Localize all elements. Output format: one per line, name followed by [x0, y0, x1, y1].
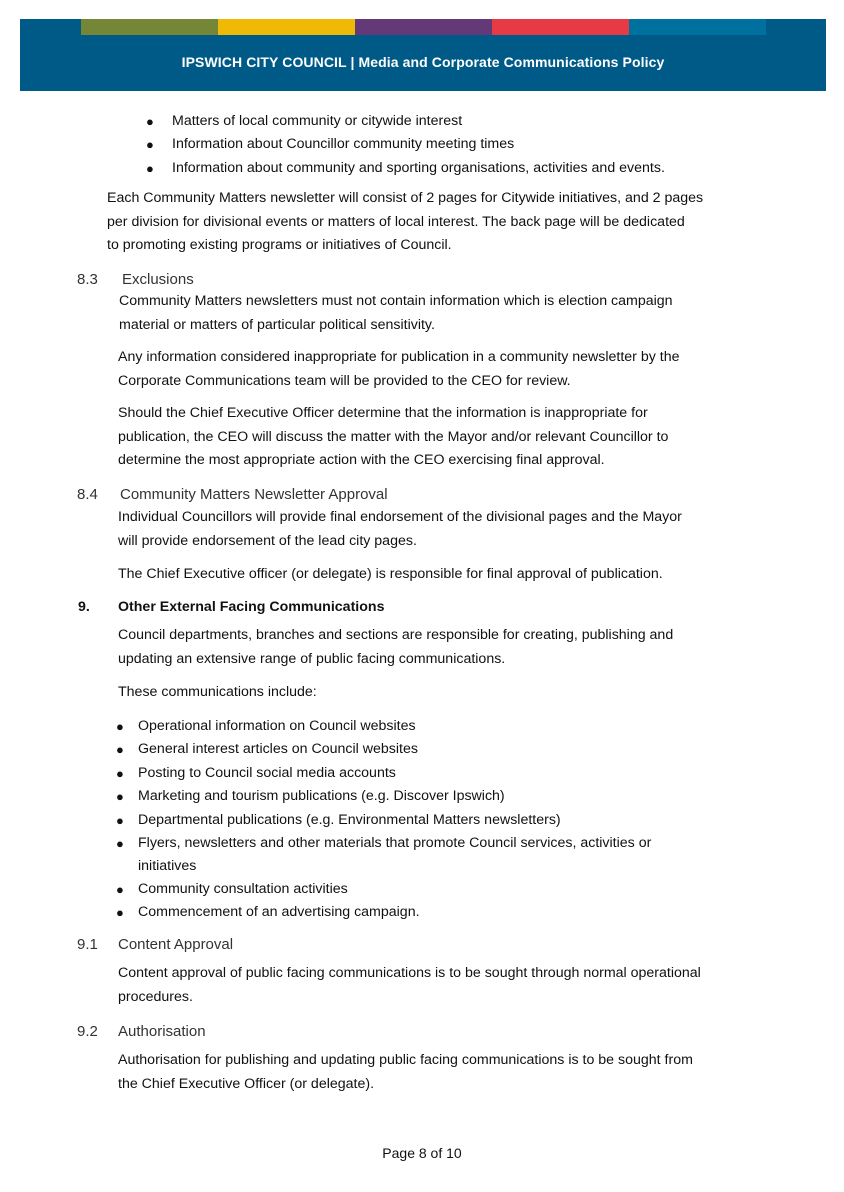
- bullet-icon: ●: [116, 813, 124, 828]
- color-band-red: [492, 19, 629, 35]
- text-line: Authorisation for publishing and updating public facing communications is to be sought from: [118, 1052, 693, 1068]
- text-line: Each Community Matters newsletter will consist of 2 pages for Citywide initiatives, and 2 pages: [107, 190, 704, 206]
- section-title: Exclusions: [122, 271, 194, 288]
- color-band-green: [81, 19, 218, 35]
- bullet-icon: ●: [116, 742, 124, 757]
- text-line: procedures.: [118, 988, 193, 1005]
- page-number: Page 8 of 10: [382, 1145, 462, 1161]
- text-line: will provide endorsement of the lead city pages.: [118, 532, 417, 549]
- paragraph: [118, 1049, 693, 1096]
- paragraph: [118, 402, 668, 473]
- section-title: Other External Facing Communications: [118, 599, 385, 615]
- text-line: Individual Councillors will provide final endorsement of the divisional pages and the Mayor: [118, 509, 682, 525]
- section-number: 9.2: [77, 1023, 98, 1040]
- section-title: Community Matters Newsletter Approval: [120, 486, 388, 503]
- paragraph: [118, 346, 680, 393]
- section-number: 9.: [78, 599, 90, 615]
- paragraph: [119, 290, 673, 337]
- text-line: The Chief Executive officer (or delegate) is responsible for final approval of publication.: [118, 566, 663, 582]
- text-line: per division for divisional events or matters of local interest. The back page will be dedicated: [107, 213, 685, 230]
- text-line: publication, the CEO will discuss the matter with the Mayor and/or relevant Councillor to: [118, 428, 669, 445]
- section-title: Authorisation: [118, 1023, 206, 1040]
- color-band-yellow: [218, 19, 355, 35]
- text-line: the Chief Executive Officer (or delegate).: [118, 1075, 375, 1092]
- text-line: material or matters of particular political sensitivity.: [119, 316, 435, 333]
- document-title: IPSWICH CITY COUNCIL | Media and Corporate Communications Policy: [181, 54, 665, 70]
- bullet-icon: ●: [116, 882, 124, 897]
- paragraph: [107, 187, 703, 258]
- section-number: 8.4: [77, 486, 98, 503]
- bullet-icon: ●: [146, 161, 154, 176]
- text-line: determine the most appropriate action with the CEO exercising final approval.: [118, 452, 605, 468]
- paragraph: [118, 681, 317, 705]
- color-band-purple: [355, 19, 492, 35]
- bullet-icon: ●: [146, 114, 154, 129]
- text-line: Should the Chief Executive Officer determine that the information is inappropriate for: [118, 405, 648, 421]
- section-title: Content Approval: [118, 936, 234, 953]
- section-number: 9.1: [77, 936, 98, 953]
- text-line: Any information considered inappropriate for publication in a community newsletter by the: [118, 349, 680, 365]
- bullet-icon: ●: [116, 905, 124, 920]
- color-band-blue: [629, 19, 766, 35]
- text-line: Corporate Communications team will be provided to the CEO for review.: [118, 372, 571, 389]
- bullet-icon: ●: [146, 137, 154, 152]
- header-banner: [20, 19, 826, 91]
- bullet-icon: ●: [116, 836, 124, 851]
- text-line: Council departments, branches and sections are responsible for creating, publishing and: [118, 627, 674, 643]
- bullet-icon: ●: [116, 789, 124, 804]
- text-line: These communications include:: [118, 684, 317, 700]
- section-number: 8.3: [77, 271, 98, 288]
- text-line: Content approval of public facing communications is to be sought through normal operational: [118, 965, 701, 981]
- paragraph: [118, 563, 663, 587]
- text-line: updating an extensive range of public facing communications.: [118, 650, 506, 667]
- bullet-icon: ●: [116, 719, 124, 734]
- color-band: [81, 19, 766, 35]
- text-line: Community Matters newsletters must not contain information which is election campaign: [119, 293, 673, 309]
- bullet-icon: ●: [116, 766, 124, 781]
- paragraph: [118, 624, 673, 671]
- paragraph: [118, 962, 701, 1009]
- text-line: to promoting existing programs or initiatives of Council.: [107, 237, 452, 253]
- paragraph: [118, 506, 682, 553]
